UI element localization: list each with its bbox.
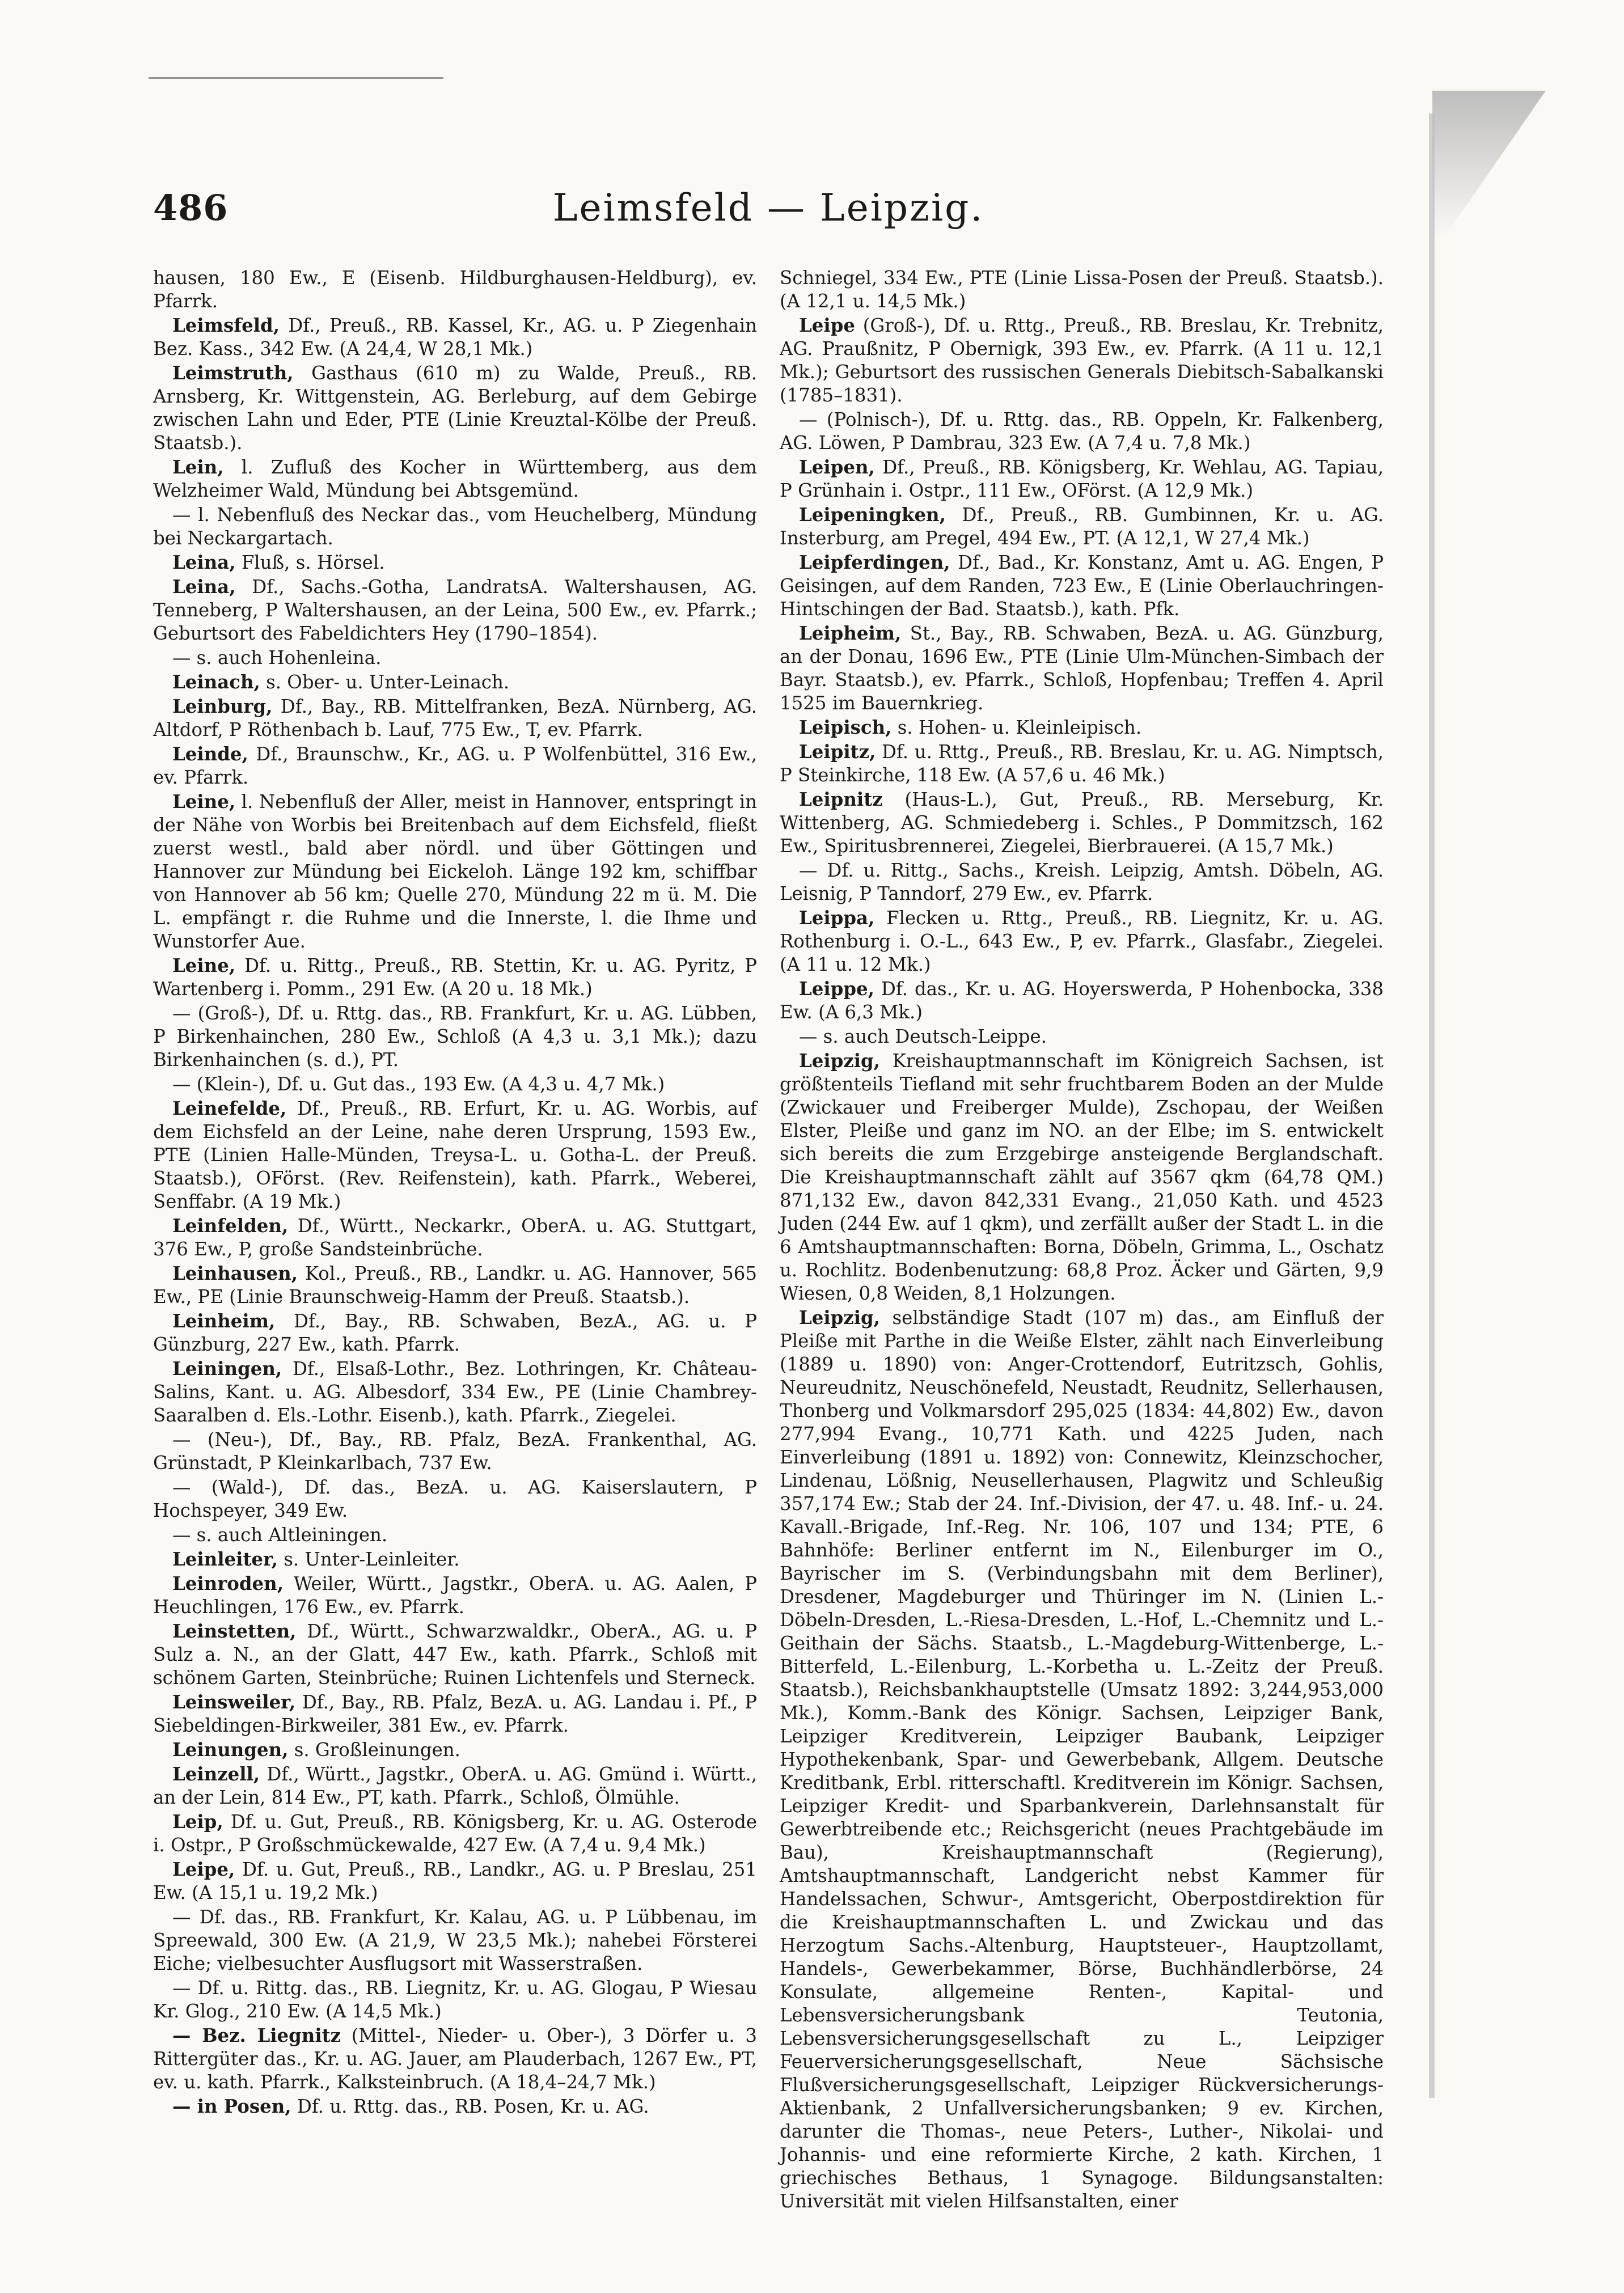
right-column bbox=[780, 266, 1384, 2212]
dictionary-entry bbox=[153, 1073, 757, 1096]
dictionary-entry bbox=[153, 1906, 757, 1975]
dictionary-entry bbox=[780, 716, 1384, 739]
entry-text: Flecken u. Rttg., Preuß., RB. Liegnitz, Kr. u. AG. Rothenburg i. O.-L., 643 Ew., P, ev. Pfarrk., Glasfabr., Ziegelei. (A 11 u. 12 Mk.) bbox=[780, 907, 1384, 975]
dictionary-entry bbox=[780, 907, 1384, 976]
text-columns bbox=[153, 266, 1384, 2212]
dictionary-entry bbox=[153, 1262, 757, 1309]
entry-headword: Leimsfeld, bbox=[172, 315, 280, 336]
entry-text: Df., Preuß., RB. Gumbinnen, Kr. u. AG. Insterburg, am Pregel, 494 Ew., PT. (A 12,1, W 27,4 Mk.) bbox=[780, 504, 1384, 549]
dictionary-entry bbox=[780, 408, 1384, 455]
dictionary-entry bbox=[153, 1097, 757, 1213]
entry-text: — Df. das., RB. Frankfurt, Kr. Kalau, AG. u. P Lübbenau, im Spreewald, 300 Ew. (A 21,9, W 23,5 Mk.); nahebei Försterei Eiche; vielbesuchter Ausflugsort mit Wasserstraßen. bbox=[153, 1906, 757, 1974]
page-number: 486 bbox=[153, 187, 229, 229]
entry-text: l. Zufluß des Kocher in Württemberg, aus dem Welzheimer Wald, Mündung bei Abtsgemünd. bbox=[153, 456, 757, 501]
entry-headword: Leipisch, bbox=[799, 717, 892, 738]
dictionary-entry bbox=[153, 1572, 757, 1619]
dictionary-entry bbox=[780, 859, 1384, 906]
entry-headword: Leinefelde, bbox=[172, 1098, 287, 1119]
entry-text: — l. Nebenfluß des Neckar das., vom Heuchelberg, Mündung bei Neckargartach. bbox=[153, 504, 757, 549]
dictionary-page bbox=[153, 176, 1384, 2212]
entry-headword: Leipe, bbox=[172, 1859, 235, 1880]
entry-headword: Leinstetten, bbox=[172, 1621, 297, 1642]
dictionary-entry bbox=[780, 504, 1384, 550]
dictionary-entry bbox=[153, 1215, 757, 1261]
entry-headword: Leipzig, bbox=[799, 1307, 880, 1329]
dictionary-entry bbox=[780, 788, 1384, 858]
entry-headword: Leinhausen, bbox=[172, 1263, 298, 1284]
entry-text: — Df. u. Rittg., Sachs., Kreish. Leipzig, Amtsh. Döbeln, AG. Leisnig, P Tanndorf, 279 Ew., ev. Pfarrk. bbox=[780, 860, 1384, 904]
entry-headword: Leinzell, bbox=[172, 1763, 260, 1785]
entry-headword: Leipitz, bbox=[799, 741, 876, 763]
dictionary-entry bbox=[153, 646, 757, 670]
entry-headword: Leina, bbox=[172, 576, 236, 598]
entry-headword: Leipnitz bbox=[799, 789, 883, 810]
dictionary-entry bbox=[153, 671, 757, 694]
entry-headword: Leipen, bbox=[799, 456, 875, 478]
entry-text: Weiler, Württ., Jagstkr., OberA. u. AG. Aalen, P Heuchlingen, 176 Ew., ev. Pfarrk. bbox=[153, 1573, 758, 1618]
entry-text: Df., Bad., Kr. Konstanz, Amt u. AG. Engen, P Geisingen, auf dem Randen, 723 Ew., E (Linie Oberlauchringen-Hintschingen der Bad. Staatsb.), kath. Pfk. bbox=[780, 552, 1384, 620]
entry-text: Df., Preuß., RB. Kassel, Kr., AG. u. P Ziegenhain Bez. Kass., 342 Ew. (A 24,4, W 28,1 Mk.) bbox=[153, 315, 757, 359]
entry-text: Df. u. Gut, Preuß., RB., Landkr., AG. u. P Breslau, 251 Ew. (A 15,1 u. 19,2 Mk.) bbox=[153, 1859, 758, 1903]
entry-headword: Leipferdingen, bbox=[799, 552, 950, 573]
entry-headword: — in Posen, bbox=[172, 2096, 291, 2117]
entry-text: (Mittel-, Nieder- u. Ober-), 3 Dörfer u. 3 Rittergüter das., Kr. u. AG. Jauer, am Plauderbach, 1267 Ew., PT, ev. u. kath. Pfarrk., Kalksteinbruch. (A 18,4–24,7 Mk.) bbox=[153, 2025, 757, 2093]
entry-text: — (Neu-), Df., Bay., RB. Pfalz, BezA. Frankenthal, AG. Grünstadt, P Kleinkarlbach, 737 Ew. bbox=[153, 1429, 757, 1474]
entry-text: Df., Württ., Neckarkr., OberA. u. AG. Stuttgart, 376 Ew., P, große Sandsteinbrüche. bbox=[153, 1215, 757, 1260]
running-head: Leimsfeld — Leipzig. bbox=[552, 186, 984, 230]
entry-text: Df. u. Rttg., Preuß., RB. Breslau, Kr. u. AG. Nimptsch, P Steinkirche, 118 Ew. (A 57,6 u. 46 Mk.) bbox=[780, 741, 1384, 786]
entry-headword: Leippe, bbox=[799, 978, 874, 1000]
dictionary-entry bbox=[153, 1763, 757, 1809]
dictionary-entry bbox=[780, 456, 1384, 502]
entry-headword: Leine, bbox=[172, 955, 236, 976]
dictionary-entry bbox=[780, 741, 1384, 787]
dictionary-entry bbox=[153, 2095, 757, 2118]
entry-text: l. Nebenfluß der Aller, meist in Hannover, entspringt in der Nähe von Worbis bei Breitenbach auf dem Eichsfeld, fließt zuerst westl., bald aber nördl. und über Göttingen und Hannover zur Mündung bei Eickeloh. Länge 192 km, schiffbar von Hannover ab 56 km; Quelle 270, Mündung 22 m ü. M. Die L. empfängt r. die Ruhme und die Innerste, l. die Ihme und Wunstorfer Aue. bbox=[153, 791, 757, 952]
dictionary-entry bbox=[780, 314, 1384, 407]
entry-headword: Leinleiter, bbox=[172, 1549, 278, 1570]
entry-text: s. Unter-Leinleiter. bbox=[284, 1549, 460, 1570]
entry-text: Df., Preuß., RB. Königsberg, Kr. Wehlau, AG. Tapiau, P Grünhain i. Ostpr., 111 Ew., OFörst. (A 12,9 Mk.) bbox=[780, 456, 1384, 501]
dictionary-entry bbox=[153, 314, 757, 361]
dictionary-entry bbox=[780, 551, 1384, 621]
entry-text: Df., Braunschw., Kr., AG. u. P Wolfenbüttel, 316 Ew., ev. Pfarrk. bbox=[153, 743, 758, 788]
entry-text: — s. auch Hohenleina. bbox=[172, 647, 382, 669]
entry-headword: Leipheim, bbox=[799, 623, 902, 644]
dictionary-entry bbox=[780, 1050, 1384, 1305]
entry-headword: Leipzig, bbox=[799, 1050, 880, 1072]
dictionary-entry bbox=[153, 954, 757, 1001]
entry-text: selbständige Stadt (107 m) das., am Einfluß der Pleiße mit Parthe in die Weiße Elster, zählt nach Einverleibung (1889 u. 1890) von: Anger-Crottendorf, Eutritzsch, Gohlis, Neureudnitz, Neuschönefeld, Neustadt, Reudnitz, Sellerhausen, Thonberg und Volkmarsdorf 295,025 (1834: 44,802) Ew., davon 277,994 Evang., 10,771 Kath. und 4225 Juden, nach Einverleibung (1891 u. 1892) von: Connewitz, Kleinzschocher, Lindenau, Lößnig, Neusellerhausen, Plagwitz und Schleußig 357,174 Ew.; Stab der 24. Inf.-Division, der 47. u. 48. Inf.- u. 24. Kavall.-Brigade, Inf.-Reg. Nr. 106, 107 und 134; PTE, 6 Bahnhöfe: Berliner entfernt im N., Eilenburger im O., Bayrischer im S. (Verbindungsbahn mit dem Berliner), Dresdener, Magdeburger und Thüringer im N. (Linien L.-Döbeln-Dresden, L.-Riesa-Dresden, L.-Hof, L.-Chemnitz und L.-Geithain der Sächs. Staatsb., L.-Magdeburg-Wittenberge, L.-Bitterfeld, L.-Eilenburg, L.-Korbetha u. L.-Zeitz der Preuß. Staatsb.), Reichsbankhauptstelle (Umsatz 1892: 3,244,953,000 Mk.), Komm.-Bank des Königr. Sachsen, Leipziger Bank, Leipziger Kreditverein, Leipziger Baubank, Leipziger Hypothekenbank, Spar- und Gewerbebank, Allgem. Deutsche Kreditbank, Erbl. ritterschaftl. Kreditverein im Königr. Sachsen, Leipziger Kredit- und Sparbankverein, Darlehnsanstalt für Gewerbtreibende etc.; Reichsgericht (neues Prachtgebäude im Bau), Kreishauptmannschaft (Regierung), Amtshauptmannschaft, Landgericht nebst Kammer für Handelssachen, Schwur-, Amtsgericht, Oberpostdirektion für die Kreishauptmannschaften L. und Zwickau und das Herzogtum Sachs.-Altenburg, Hauptsteuer-, Hauptzollamt, Handels-, Gewerbekammer, Börse, Buchhändlerbörse, 24 Konsulate, allgemeine Renten-, Kapital- und Lebensversicherungsbank Teutonia, Lebensversicherungsgesellschaft zu L., Leipziger Feuerversicherungsgesellschaft, Neue Sächsische Flußversicherungsgesellschaft, Leipziger Rückversicherungs-Aktienbank, 2 Unfallversicherungsbanken; 9 ev. Kirchen, darunter die Thomas-, neue Peters-, Luther-, Nikolai- und Johannis- und eine reformierte Kirche, 2 kath. Kirchen, 1 griechisches Bethaus, 1 Synagoge. Bildungsanstalten: Universität mit vielen Hilfsanstalten, einer bbox=[780, 1307, 1384, 2212]
entry-headword: Leippa, bbox=[799, 907, 875, 929]
dictionary-entry bbox=[153, 1428, 757, 1475]
dictionary-entry bbox=[780, 1025, 1384, 1048]
entry-text: Df., Bay., RB. Pfalz, BezA. u. AG. Landau i. Pf., P Siebeldingen-Birkweiler, 381 Ew., ev. Pfarrk. bbox=[153, 1691, 758, 1736]
dictionary-entry bbox=[153, 1620, 757, 1690]
entry-headword: Leinach, bbox=[172, 671, 260, 693]
entry-headword: Leinungen, bbox=[172, 1739, 289, 1761]
entry-headword: Lein, bbox=[172, 456, 224, 478]
page-edge bbox=[1429, 113, 1435, 2098]
entry-headword: Leinheim, bbox=[172, 1310, 276, 1332]
entry-headword: Leiningen, bbox=[172, 1358, 282, 1380]
dictionary-entry bbox=[153, 1548, 757, 1571]
entry-headword: Leinroden, bbox=[172, 1573, 284, 1594]
entry-text: — (Groß-), Df. u. Rttg. das., RB. Frankfurt, Kr. u. AG. Lübben, P Birkenhainchen, 280 Ew., Schloß (A 4,3 u. 3,1 Mk.); dazu Birkenhainchen (s. d.), PT. bbox=[153, 1002, 757, 1071]
entry-headword: Leinfelden, bbox=[172, 1215, 289, 1237]
entry-headword: Leine, bbox=[172, 791, 236, 813]
dictionary-entry bbox=[153, 1310, 757, 1356]
entry-headword: Leinsweiler, bbox=[172, 1691, 296, 1713]
dictionary-entry bbox=[153, 790, 757, 953]
entry-text: (Groß-), Df. u. Rttg., Preuß., RB. Breslau, Kr. Trebnitz, AG. Praußnitz, P Obernigk, 393 Ew., ev. Pfarrk. (A 11 u. 12,1 Mk.); Geburtsort des russischen Generals Diebitsch-Sabalkanski (1785–1831). bbox=[780, 315, 1384, 406]
entry-text: Df. u. Rittg., Preuß., RB. Stettin, Kr. u. AG. Pyritz, P Wartenberg i. Pomm., 291 Ew. (A 20 u. 18 Mk.) bbox=[153, 955, 757, 1000]
entry-text: Df. u. Rttg. das., RB. Posen, Kr. u. AG. bbox=[297, 2096, 649, 2117]
dictionary-entry bbox=[153, 1977, 757, 2023]
entry-text: s. Großleinungen. bbox=[294, 1739, 460, 1761]
entry-headword: Leinde, bbox=[172, 743, 248, 765]
entry-text: Df., Württ., Schwarzwaldkr., OberA., AG. u. P Sulz a. N., an der Glatt, 447 Ew., kath. Pfarrk., Schloß mit schönem Garten, Steinbrüche; Ruinen Lichtenfels und Sterneck. bbox=[153, 1621, 758, 1689]
entry-text: Df., Württ., Jagstkr., OberA. u. AG. Gmünd i. Württ., an der Lein, 814 Ew., PT, kath. Pfarrk., Schloß, Ölmühle. bbox=[153, 1763, 758, 1808]
dictionary-entry bbox=[153, 1810, 757, 1857]
dictionary-entry bbox=[153, 1858, 757, 1905]
entry-text: — s. auch Altleiningen. bbox=[172, 1524, 388, 1546]
entry-text: Kol., Preuß., RB., Landkr. u. AG. Hannover, 565 Ew., PE (Linie Braunschweig-Hamm der Preuß. Staatsb.). bbox=[153, 1263, 758, 1308]
dictionary-entry bbox=[153, 504, 757, 550]
entry-headword: Leipeningken, bbox=[799, 504, 946, 526]
entry-headword: Leimstruth, bbox=[172, 362, 294, 384]
entry-text: Kreishauptmannschaft im Königreich Sachsen, ist größtenteils Tiefland mit sehr fruchtbarem Boden an der Mulde (Zwickauer und Freiberger Mulde), Zschopau, der Weißen Elster, Pleiße und ganz im NO. an der Elbe; im S. entwickelt sich bereits die zum Erzgebirge ansteigende Berglandschaft. Die Kreishauptmannschaft zählt auf 3567 qkm (64,78 QM.) 871,132 Ew., davon 842,331 Evang., 21,050 Kath. und 4523 Juden (244 Ew. auf 1 qkm), und zerfällt außer der Stadt L. in die 6 Amtshauptmannschaften: Borna, Döbeln, Grimma, L., Oschatz u. Rochlitz. Bodenbenutzung: 68,8 Proz. Äcker und Gärten, 9,9 Wiesen, 0,8 Weiden, 8,1 Holzungen. bbox=[780, 1050, 1384, 1304]
dictionary-entry bbox=[153, 1476, 757, 1522]
dictionary-entry bbox=[153, 1738, 757, 1762]
entry-text: Gasthaus (610 m) zu Walde, Preuß., RB. Arnsberg, Kr. Wittgenstein, AG. Berleburg, auf dem Gebirge zwischen Lahn und Eder, PTE (Linie Kreuztal-Kölbe der Preuß. Staatsb.). bbox=[153, 362, 757, 454]
dictionary-entry bbox=[153, 362, 757, 455]
entry-text: — Df. u. Rittg. das., RB. Liegnitz, Kr. u. AG. Glogau, P Wiesau Kr. Glog., 210 Ew. (A 14,5 Mk.) bbox=[153, 1977, 757, 2022]
entry-headword: Leip, bbox=[172, 1811, 223, 1833]
dictionary-entry bbox=[153, 551, 757, 574]
entry-text: Df. das., Kr. u. AG. Hoyerswerda, P Hohenbocka, 338 Ew. (A 6,3 Mk.) bbox=[780, 978, 1384, 1023]
entry-text: Fluß, s. Hörsel. bbox=[241, 552, 385, 573]
top-rule bbox=[149, 77, 443, 79]
dictionary-entry bbox=[780, 978, 1384, 1024]
entry-text: Df. u. Gut, Preuß., RB. Königsberg, Kr. u. AG. Osterode i. Ostpr., P Großschmückewalde, 427 Ew. (A 7,4 u. 9,4 Mk.) bbox=[153, 1811, 758, 1856]
dictionary-entry bbox=[153, 695, 757, 742]
entry-headword: Leipe bbox=[799, 315, 855, 336]
entry-headword: Leinburg, bbox=[172, 696, 273, 717]
entry-text: — (Polnisch-), Df. u. Rttg. das., RB. Oppeln, Kr. Falkenberg, AG. Löwen, P Dambrau, 323 Ew. (A 7,4 u. 7,8 Mk.) bbox=[780, 409, 1384, 454]
dictionary-entry bbox=[780, 1306, 1384, 2213]
entry-text: St., Bay., RB. Schwaben, BezA. u. AG. Günzburg, an der Donau, 1696 Ew., PTE (Linie Ulm-München-Simbach der Bayr. Staatsb.), ev. Pfarrk., Schloß, Hopfenbau; Treffen 4. April 1525 im Bauernkrieg. bbox=[780, 623, 1384, 714]
dictionary-entry bbox=[153, 576, 757, 645]
left-column bbox=[153, 266, 757, 2172]
entry-text: Df., Bay., RB. Schwaben, BezA., AG. u. P Günzburg, 227 Ew., kath. Pfarrk. bbox=[153, 1310, 757, 1355]
entry-text: Df., Sachs.-Gotha, LandratsA. Waltershausen, AG. Tenneberg, P Waltershausen, an der Leina, 500 Ew., ev. Pfarrk.; Geburtsort des Fabeldichters Hey (1790–1854). bbox=[153, 576, 757, 644]
entry-text: (Haus-L.), Gut, Preuß., RB. Merseburg, Kr. Wittenberg, AG. Schmiedeberg i. Schles., P Dommitzsch, 162 Ew., Spiritusbrennerei, Ziegelei, Bierbrauerei. (A 15,7 Mk.) bbox=[780, 789, 1384, 857]
entry-text: Df., Elsaß-Lothr., Bez. Lothringen, Kr. Château-Salins, Kant. u. AG. Albesdorf, 334 Ew., PE (Linie Chambrey-Saaralben d. Els.-Lothr. Eisenb.), kath. Pfarrk., Ziegelei. bbox=[153, 1358, 757, 1426]
dictionary-entry bbox=[153, 1002, 757, 1072]
page-header bbox=[153, 176, 1384, 244]
entry-text: s. Ober- u. Unter-Leinach. bbox=[266, 671, 510, 693]
dictionary-entry bbox=[780, 622, 1384, 715]
dictionary-entry bbox=[780, 266, 1384, 313]
dictionary-entry bbox=[153, 1357, 757, 1427]
dictionary-entry bbox=[153, 2024, 757, 2094]
entry-text: — (Wald-), Df. das., BezA. u. AG. Kaiserslautern, P Hochspeyer, 349 Ew. bbox=[153, 1477, 757, 1521]
dictionary-entry bbox=[153, 456, 757, 502]
entry-headword: — Bez. Liegnitz bbox=[172, 2025, 341, 2046]
entry-text: hausen, 180 Ew., E (Eisenb. Hildburghausen-Heldburg), ev. Pfarrk. bbox=[153, 267, 757, 312]
dictionary-entry bbox=[153, 1524, 757, 1547]
entry-text: Df., Bay., RB. Mittelfranken, BezA. Nürnberg, AG. Altdorf, P Röthenbach b. Lauf, 775 Ew., T, ev. Pfarrk. bbox=[153, 696, 758, 741]
entry-text: — s. auch Deutsch-Leippe. bbox=[799, 1026, 1047, 1047]
dictionary-entry bbox=[153, 1691, 757, 1737]
entry-text: — (Klein-), Df. u. Gut das., 193 Ew. (A 4,3 u. 4,7 Mk.) bbox=[172, 1073, 665, 1095]
dictionary-entry bbox=[153, 266, 757, 313]
dictionary-entry bbox=[153, 743, 757, 789]
entry-text: Df., Preuß., RB. Erfurt, Kr. u. AG. Worbis, auf dem Eichsfeld an der Leine, nahe deren Ursprung, 1593 Ew., PTE (Linien Halle-Münden, Treysa-L. u. Gotha-L. der Preuß. Staatsb.), OFörst. (Rev. Reifenstein), kath. Pfarrk., Weberei, Senffabr. (A 19 Mk.) bbox=[153, 1098, 758, 1212]
entry-text: s. Hohen- u. Kleinleipisch. bbox=[897, 717, 1142, 738]
entry-text: Schniegel, 334 Ew., PTE (Linie Lissa-Posen der Preuß. Staatsb.). (A 12,1 u. 14,5 Mk.) bbox=[780, 267, 1384, 312]
entry-headword: Leina, bbox=[172, 552, 236, 573]
